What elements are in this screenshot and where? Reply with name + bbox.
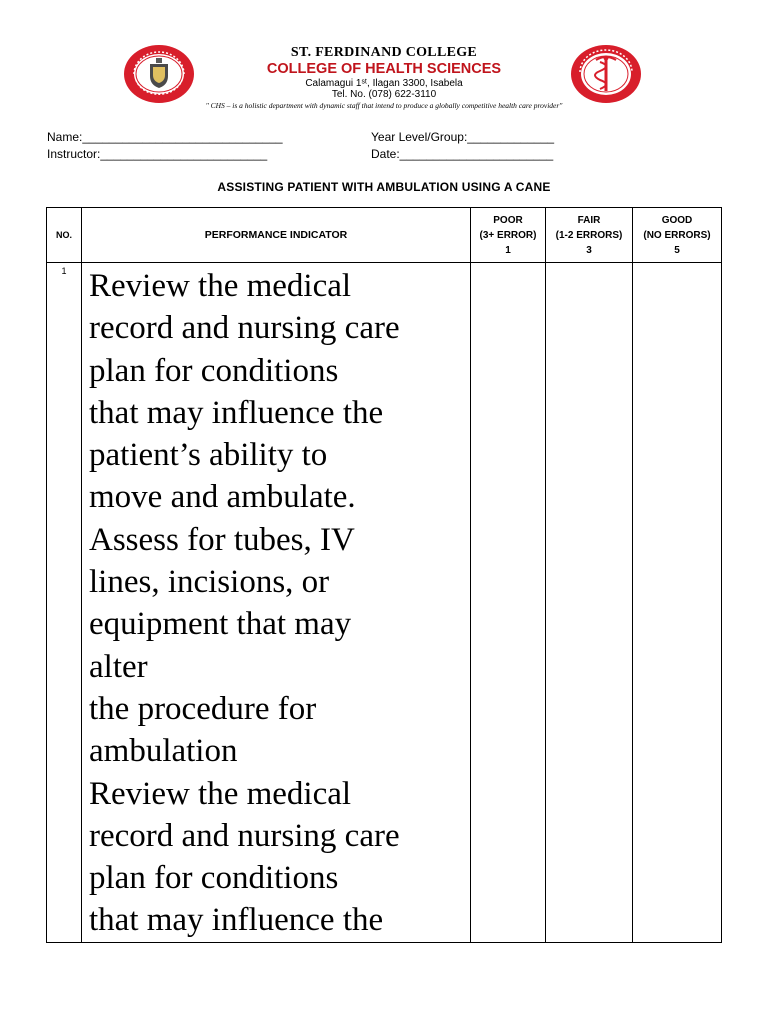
fair-label: FAIR bbox=[577, 214, 601, 226]
poor-score-cell[interactable] bbox=[471, 263, 546, 943]
department-name: COLLEGE OF HEALTH SCIENCES bbox=[266, 61, 502, 77]
year-level-group-field: Year Level/Group:_____________ bbox=[371, 130, 555, 144]
instructor-field: Instructor:_________________________ bbox=[47, 147, 268, 161]
indicator-line: record and nursing care bbox=[89, 817, 400, 854]
poor-detail: (3+ ERROR) bbox=[479, 229, 537, 241]
good-label: GOOD bbox=[661, 214, 693, 226]
performance-indicator-text bbox=[82, 263, 471, 942]
performance-rubric-table bbox=[46, 207, 722, 943]
column-header-poor bbox=[471, 208, 546, 263]
column-header-no: NO. bbox=[47, 208, 82, 263]
fair-score-cell[interactable] bbox=[546, 263, 633, 943]
indicator-line: ambulation bbox=[89, 733, 238, 770]
indicator-line: plan for conditions bbox=[89, 860, 339, 897]
indicator-line: that may influence the bbox=[89, 902, 384, 939]
performance-indicator-cell bbox=[82, 263, 471, 943]
fair-score: 3 bbox=[586, 244, 592, 256]
indicator-line: move and ambulate. bbox=[89, 479, 356, 516]
indicator-line: Assess for tubes, IV bbox=[89, 521, 355, 558]
good-score-cell[interactable] bbox=[633, 263, 722, 943]
poor-score: 1 bbox=[505, 244, 511, 256]
table-header-row bbox=[47, 208, 722, 263]
column-header-good bbox=[633, 208, 722, 263]
indicator-line: Review the medical bbox=[89, 268, 352, 304]
indicator-line: alter bbox=[89, 648, 148, 685]
indicator-line: record and nursing care bbox=[89, 310, 400, 347]
college-name: ST. FERDINAND COLLEGE bbox=[290, 45, 478, 60]
document-title: ASSISTING PATIENT WITH AMBULATION USING A CANE bbox=[217, 180, 551, 194]
date-field: Date:_______________________ bbox=[371, 147, 554, 161]
indicator-line: Review the medical bbox=[89, 775, 352, 812]
college-address: Calamagui 1ˢᵗ, Ilagan 3300, Isabela bbox=[305, 78, 463, 89]
name-field: Name:______________________________ bbox=[47, 130, 283, 144]
poor-label: POOR bbox=[493, 214, 523, 226]
column-header-indicator: PERFORMANCE INDICATOR bbox=[82, 208, 471, 263]
department-tagline: " CHS – is a holistic department with dynamic staff that intend to produce a globally competitive health care provider" bbox=[205, 101, 563, 110]
table-row bbox=[47, 263, 722, 943]
row-number: 1 bbox=[47, 263, 82, 943]
indicator-line: that may influence the bbox=[89, 394, 384, 431]
column-header-fair bbox=[546, 208, 633, 263]
indicator-line: the procedure for bbox=[89, 690, 317, 727]
indicator-line: patient’s ability to bbox=[89, 437, 328, 474]
good-detail: (NO ERRORS) bbox=[643, 229, 711, 241]
indicator-line: equipment that may bbox=[89, 606, 352, 643]
college-telephone: Tel. No. (078) 622-3110 bbox=[331, 89, 437, 100]
indicator-line: lines, incisions, or bbox=[89, 564, 330, 601]
fair-detail: (1-2 ERRORS) bbox=[555, 229, 623, 241]
indicator-line: plan for conditions bbox=[89, 352, 339, 389]
good-score: 5 bbox=[674, 244, 680, 256]
